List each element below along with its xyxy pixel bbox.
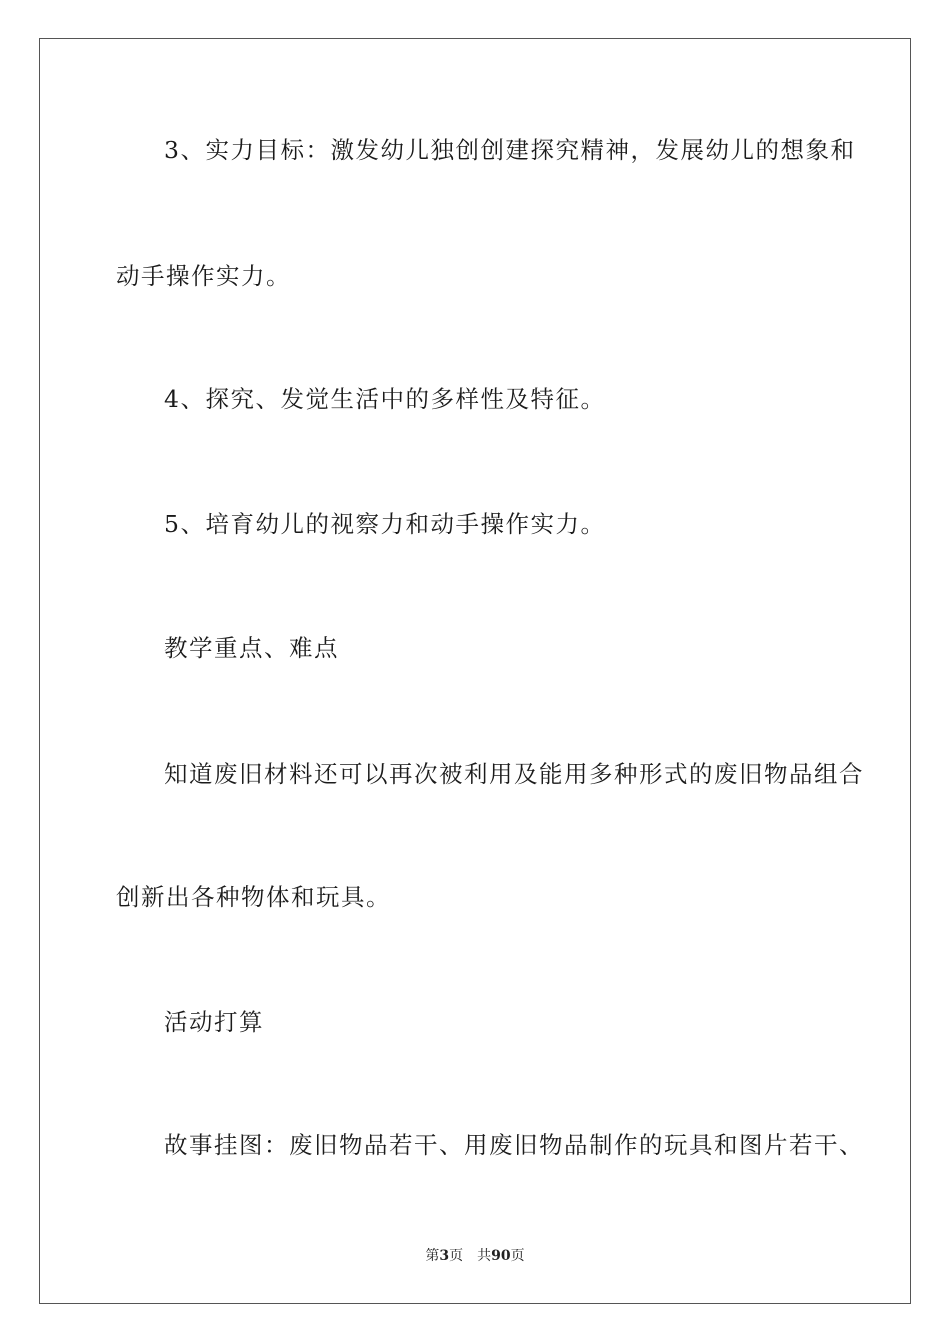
paragraph-key-points-line-2: 创新出各种物体和玩具。 bbox=[116, 883, 391, 911]
footer-page-number: 3 bbox=[439, 1248, 450, 1264]
heading-activity-preparation: 活动打算 bbox=[164, 1008, 264, 1036]
footer-total-prefix: 共 bbox=[477, 1248, 492, 1264]
heading-key-points: 教学重点、难点 bbox=[164, 634, 339, 662]
footer-total-pages: 90 bbox=[491, 1248, 511, 1264]
paragraph-ability-goal-line-1: 3、实力目标：激发幼儿独创创建探究精神，发展幼儿的想象和 bbox=[164, 136, 856, 164]
footer-total-suffix: 页 bbox=[510, 1248, 525, 1264]
footer-page-prefix: 第 bbox=[425, 1248, 440, 1264]
paragraph-observation-ability: 5、培育幼儿的视察力和动手操作实力。 bbox=[164, 510, 606, 538]
footer-page-suffix: 页 bbox=[449, 1248, 464, 1264]
paragraph-preparation-line-1: 故事挂图：废旧物品若干、用废旧物品制作的玩具和图片若干、 bbox=[164, 1131, 864, 1159]
page-border bbox=[39, 38, 911, 1304]
paragraph-key-points-line-1: 知道废旧材料还可以再次被利用及能用多种形式的废旧物品组合 bbox=[164, 760, 864, 788]
paragraph-explore-diversity: 4、探究、发觉生活中的多样性及特征。 bbox=[164, 385, 606, 413]
paragraph-ability-goal-line-2: 动手操作实力。 bbox=[116, 262, 291, 290]
page-footer bbox=[0, 1247, 950, 1265]
